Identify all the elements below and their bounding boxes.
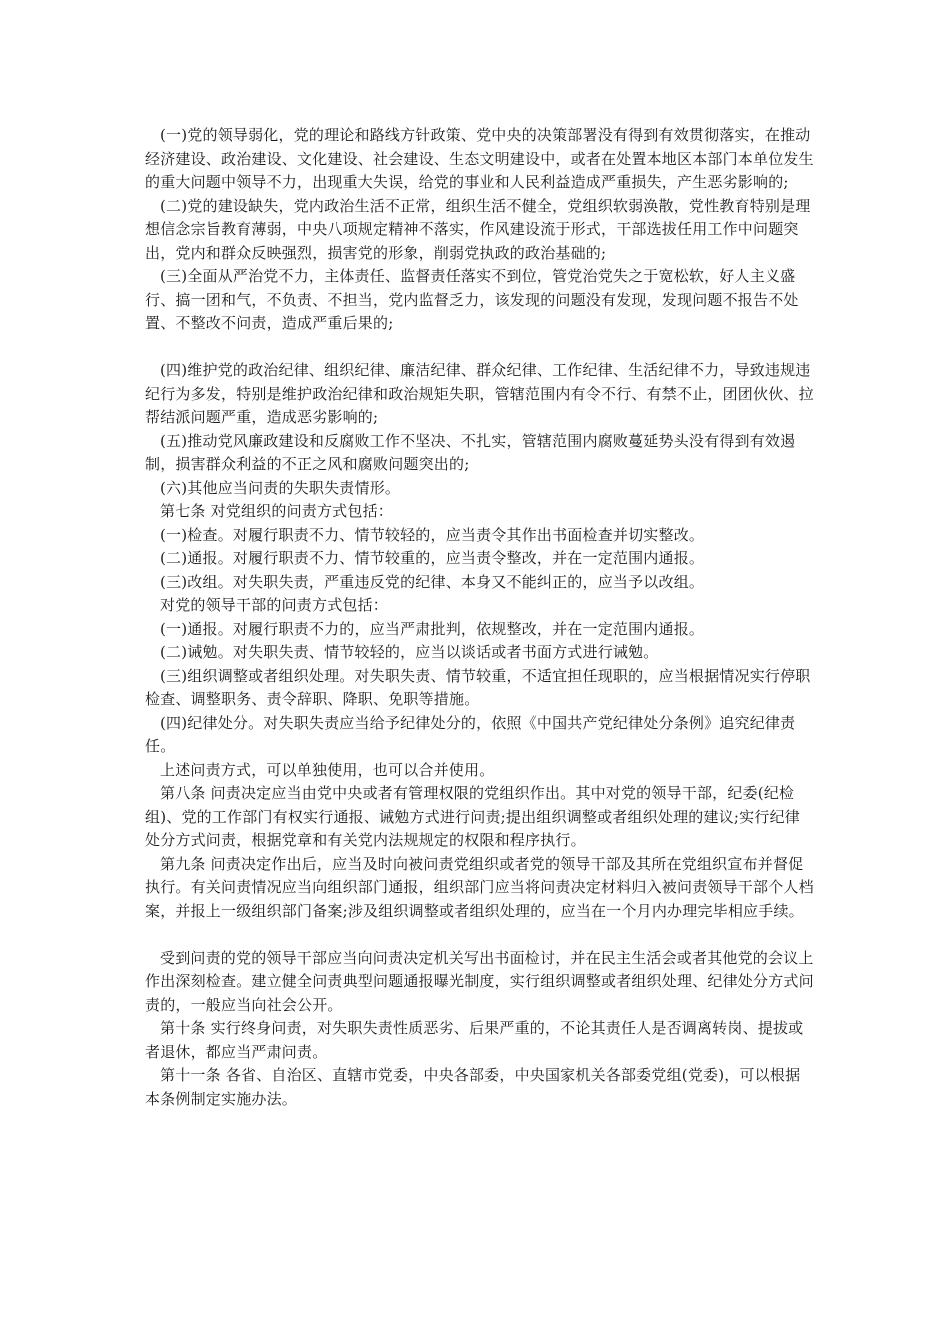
paragraph-item-15: (四)纪律处分。对失职失责应当给予纪律处分的，依照《中国共产党纪律处分条例》追究纪律责任。 bbox=[145, 713, 796, 755]
article-8: 第八条 问责决定应当由党中央或者有管理权限的党组织作出。其中对党的领导干部，纪委(纪检组)、党的工作部门有权实行通报、诫勉方式进行问责;提出组织调整或者组织处理的建议;实行纪律处分方式问责，根据党章和有关党内法规规定的权限和程序执行。 bbox=[145, 784, 800, 849]
paragraph-gap bbox=[145, 336, 815, 360]
paragraph-item-3: (三)全面从严治党不力，主体责任、监督责任落实不到位，管党治党失之于宽松软，好人主义盛行、搞一团和气，不负责、不担当，党内监督乏力，该发现的问题没有发现，发现问题不报告不处置、不整改不问责，造成严重后果的; bbox=[145, 267, 799, 332]
paragraph-gap bbox=[145, 923, 815, 947]
paragraph-item-16: 上述问责方式，可以单独使用，也可以合并使用。 bbox=[160, 760, 495, 779]
paragraph-item-9: (二)通报。对履行职责不力、情节较重的，应当责令整改，并在一定范围内通报。 bbox=[160, 549, 705, 567]
paragraph-item-4: (四)维护党的政治纪律、组织纪律、廉洁纪律、群众纪律、工作纪律、生活纪律不力，导致违规违纪行为多发，特别是维护政治纪律和政治规矩失职，管辖范围内有令不行、有禁不止，团团伙伙、拉帮结派问题严重，造成恶劣影响的; bbox=[145, 361, 814, 426]
article-11: 第十一条 各省、自治区、直辖市党委，中央各部委，中央国家机关各部委党组(党委)，可以根据本条例制定实施办法。 bbox=[145, 1066, 801, 1108]
paragraph-item-13: (二)诫勉。对失职失责、情节较轻的，应当以谈话或者书面方式进行诫勉。 bbox=[160, 643, 659, 661]
paragraph-item-10: (三)改组。对失职失责，严重违反党的纪律、本身又不能纠正的，应当予以改组。 bbox=[160, 572, 705, 591]
document-body bbox=[145, 124, 815, 1111]
paragraph-item-19: 受到问责的党的领导干部应当向问责决定机关写出书面检讨，并在民主生活会或者其他党的会议上作出深刻检查。建立健全问责典型问题通报曝光制度，实行组织调整或者组织处理、纪律处分方式问责的，一般应当向社会公开。 bbox=[145, 948, 814, 1014]
paragraph-item-2: (二)党的建设缺失，党内政治生活不正常，组织生活不健全，党组织软弱涣散，党性教育特别是理想信念宗旨教育薄弱，中央八项规定精神不落实，作风建设流于形式，干部选拔任用工作中问题突出，党内和群众反映强烈，损害党的形象，削弱党执政的政治基础的; bbox=[145, 196, 811, 262]
paragraph-item-12: (一)通报。对履行职责不力的，应当严肃批判，依规整改，并在一定范围内通报。 bbox=[160, 619, 705, 638]
paragraph-item-14: (三)组织调整或者组织处理。对失职失责、情节较重，不适宜担任现职的，应当根据情况实行停职检查、调整职务、责令辞职、降职、免职等措施。 bbox=[145, 666, 811, 708]
paragraph-item-1: (一)党的领导弱化，党的理论和路线方针政策、党中央的决策部署没有得到有效贯彻落实，在推动经济建设、政治建设、文化建设、社会建设、生态文明建设中，或者在处置本地区本部门本单位发生的重大问题中领导不力，出现重大失误，给党的事业和人民利益造成严重损失，产生恶劣影响的; bbox=[145, 126, 814, 191]
article-10: 第十条 实行终身问责，对失职失责性质恶劣、后果严重的，不论其责任人是否调离转岗、提拔或者退休，都应当严肃问责。 bbox=[145, 1019, 804, 1061]
paragraph-item-5: (五)推动党风廉政建设和反腐败工作不坚决、不扎实，管辖范围内腐败蔓延势头没有得到有效遏制，损害群众利益的不正之风和腐败问题突出的; bbox=[145, 431, 796, 473]
paragraph-item-11: 对党的领导干部的问责方式包括： bbox=[160, 596, 389, 614]
paragraph-item-8: (一)检查。对履行职责不力、情节较轻的，应当责令其作出书面检查并切实整改。 bbox=[160, 525, 705, 544]
article-9: 第九条 问责决定作出后，应当及时向被问责党组织或者党的领导干部及其所在党组织宣布并督促执行。有关问责情况应当向组织部门通报，组织部门应当将问责决定材料归入被问责领导干部个人档案，并报上一级组织部门备案;涉及组织调整或者组织处理的，应当在一个月内办理完毕相应手续。 bbox=[145, 854, 814, 920]
paragraph-item-6: (六)其他应当问责的失职失责情形。 bbox=[160, 478, 401, 497]
article-7-heading: 第七条 对党组织的问责方式包括： bbox=[160, 502, 393, 520]
